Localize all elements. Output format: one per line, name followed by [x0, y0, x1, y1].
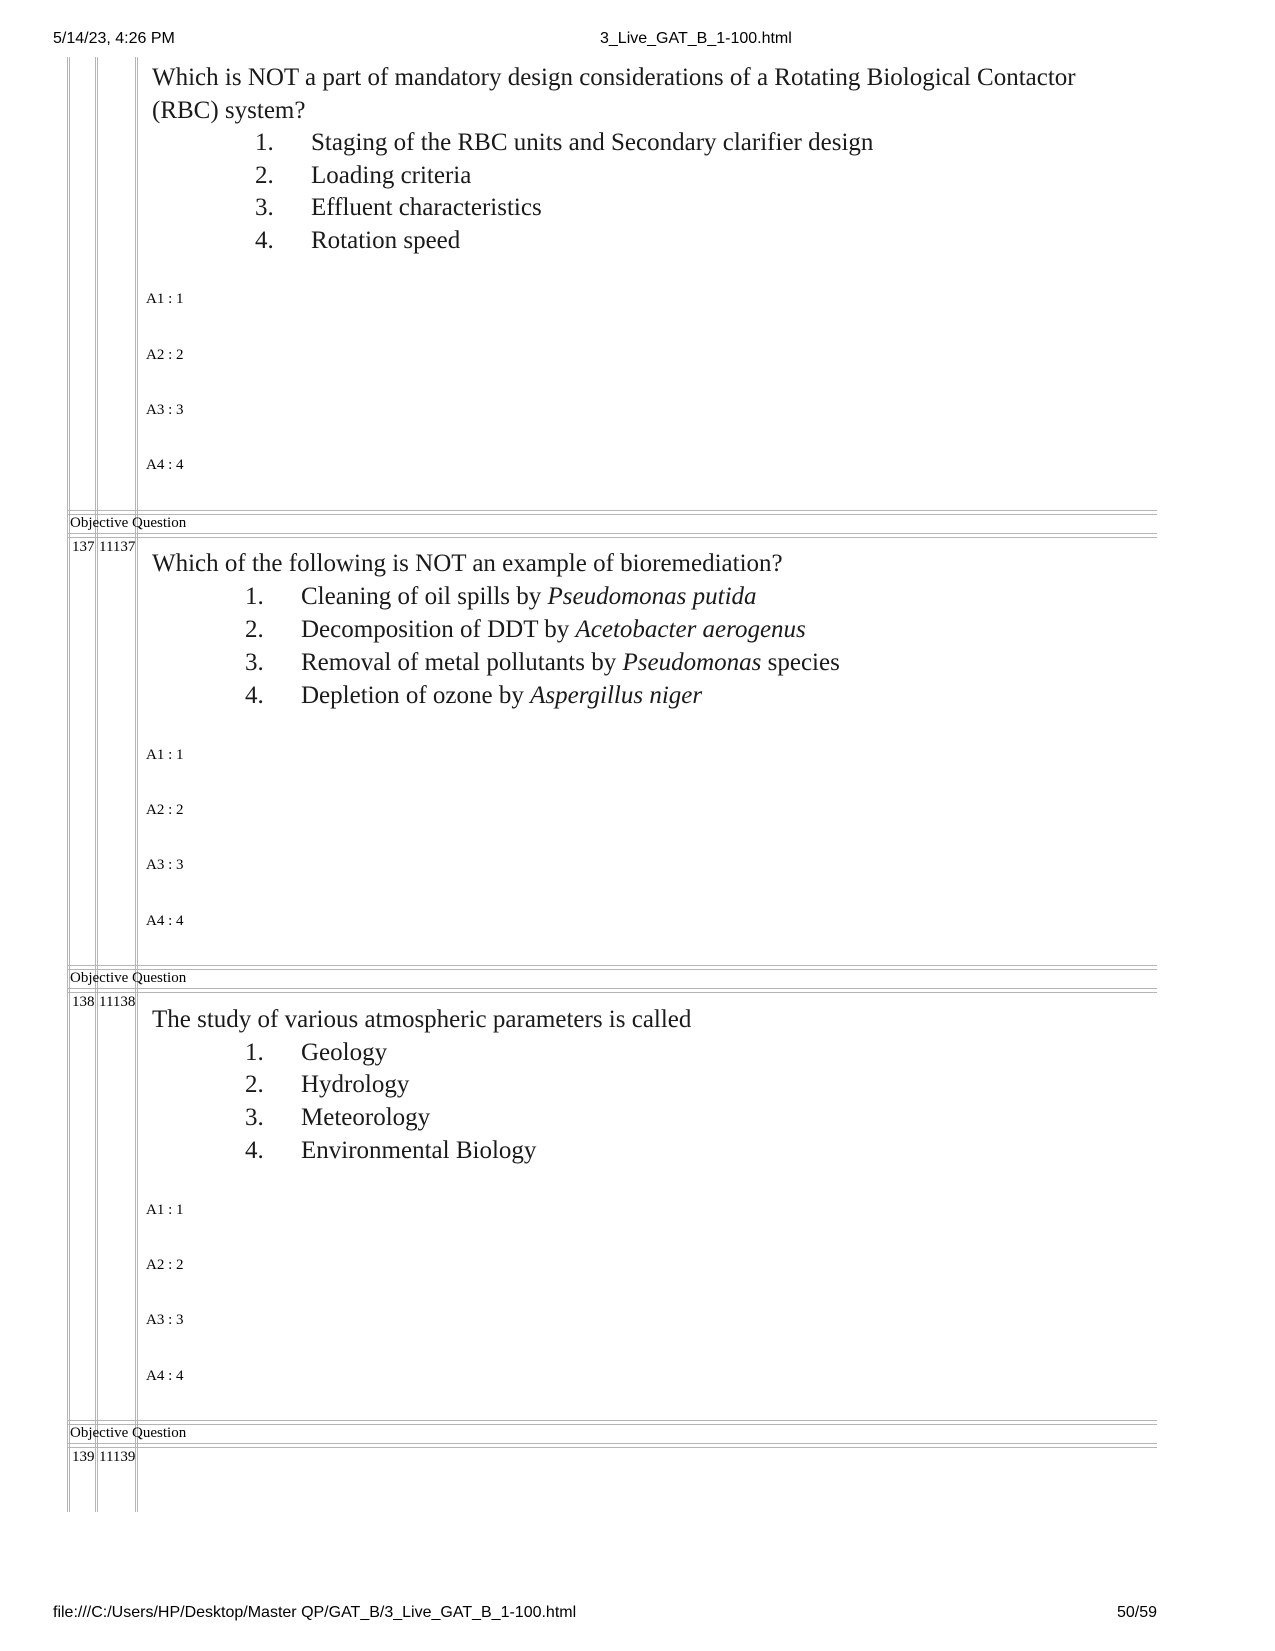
- answer-a1: A1 : 1: [146, 747, 184, 763]
- option-number: 1.: [255, 129, 274, 156]
- answer-a3: A3 : 3: [146, 1312, 184, 1328]
- print-doc-title: 3_Live_GAT_B_1-100.html: [600, 30, 792, 47]
- option-4: [245, 1134, 536, 1167]
- option-2: [255, 159, 471, 192]
- page-number: 50/59: [1117, 1604, 1158, 1621]
- answer-a4: A4 : 4: [146, 913, 184, 929]
- option-number: 2.: [245, 1071, 264, 1098]
- organism-name: Aspergillus niger: [530, 682, 703, 709]
- option-number: 2.: [245, 616, 264, 643]
- print-datetime: 5/14/23, 4:26 PM: [53, 30, 175, 47]
- option-text: Depletion of ozone by: [301, 682, 531, 709]
- option-text: Environmental Biology: [301, 1137, 537, 1164]
- answer-a4: A4 : 4: [146, 457, 184, 473]
- option-4: [255, 224, 460, 257]
- organism-name: Pseudomonas putida: [547, 583, 757, 610]
- option-text: Loading criteria: [311, 162, 472, 189]
- option-number: 4.: [255, 227, 274, 254]
- organism-name: Pseudomonas: [622, 649, 762, 676]
- option-1: [245, 580, 757, 613]
- answer-a3: A3 : 3: [146, 857, 184, 873]
- option-number: 4.: [245, 1137, 264, 1164]
- serial-number: 138: [72, 994, 95, 1010]
- option-text: Cleaning of oil spills by: [301, 583, 548, 610]
- option-text: Geology: [301, 1039, 388, 1066]
- option-text-suffix: species: [761, 649, 840, 676]
- option-1: [255, 126, 873, 159]
- section-label: Objective Question: [70, 970, 187, 986]
- answer-a2: A2 : 2: [146, 347, 184, 363]
- option-text: Effluent characteristics: [311, 194, 542, 221]
- answer-a2: A2 : 2: [146, 802, 184, 818]
- option-3: [255, 191, 542, 224]
- option-1: [245, 1036, 387, 1069]
- question-id: 11139: [99, 1449, 136, 1465]
- question-id: 11138: [99, 994, 136, 1010]
- option-number: 3.: [245, 1104, 264, 1131]
- question-text: The study of various atmospheric parameters is called: [152, 1006, 692, 1033]
- answer-a1: A1 : 1: [146, 291, 184, 307]
- option-text: Removal of metal pollutants by: [301, 649, 623, 676]
- section-label: Objective Question: [70, 515, 187, 531]
- serial-number: 139: [72, 1449, 95, 1465]
- option-4: [245, 679, 702, 712]
- option-2: [245, 613, 806, 646]
- section-label: Objective Question: [70, 1425, 187, 1441]
- option-text: Rotation speed: [311, 227, 461, 254]
- option-text: Staging of the RBC units and Secondary clarifier design: [311, 129, 874, 156]
- question-text: Which of the following is NOT an example of bioremediation?: [152, 550, 783, 577]
- option-text: Decomposition of DDT by: [301, 616, 576, 643]
- option-number: 3.: [245, 649, 264, 676]
- option-number: 3.: [255, 194, 274, 221]
- option-2: [245, 1068, 409, 1101]
- print-file-path: file:///C:/Users/HP/Desktop/Master QP/GAT_B/3_Live_GAT_B_1-100.html: [53, 1604, 577, 1621]
- option-text: Hydrology: [301, 1071, 410, 1098]
- answer-a2: A2 : 2: [146, 1257, 184, 1273]
- serial-number: 137: [72, 539, 95, 555]
- answer-a3: A3 : 3: [146, 402, 184, 418]
- option-3: [245, 646, 840, 679]
- question-text: Which is NOT a part of mandatory design considerations of a Rotating Biological Contactor (RBC) system?: [152, 64, 1076, 124]
- answer-a1: A1 : 1: [146, 1202, 184, 1218]
- option-number: 2.: [255, 162, 274, 189]
- option-number: 4.: [245, 682, 264, 709]
- organism-name: Acetobacter aerogenus: [575, 616, 806, 643]
- option-number: 1.: [245, 583, 264, 610]
- option-number: 1.: [245, 1039, 264, 1066]
- answer-a4: A4 : 4: [146, 1368, 184, 1384]
- question-id: 11137: [99, 539, 136, 555]
- option-3: [245, 1101, 430, 1134]
- option-text: Meteorology: [301, 1104, 431, 1131]
